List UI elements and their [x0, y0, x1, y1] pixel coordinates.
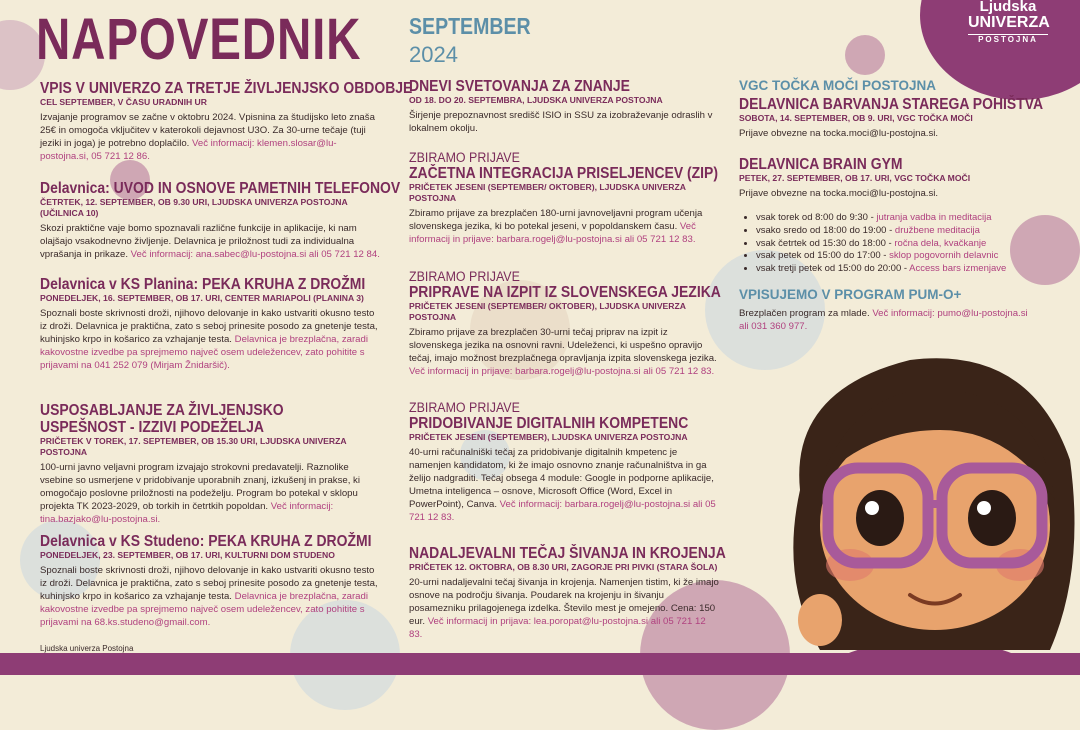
- pum-section: VPISUJEMO V PROGRAM PUM-O+ Brezplačen program za mlade. Več informacij: pumo@lu-postojna.si ali 031 360 977.: [739, 287, 1028, 332]
- schedule-item: • vsak torek od 8:00 do 9:30 - jutranja vadba in meditacija: [756, 212, 1039, 225]
- decor-bubble: [845, 35, 885, 75]
- event-bread-planina: Delavnica v KS Planina: PEKA KRUHA Z DROŽMI PONEDELJEK, 16. SEPTEMBER, OB 17. URI, CENTER MARIAPOLI (PLANINA 3) Spoznali boste skrivnosti droži, njihovo delovanje in kako ustvariti okusno testo iz droži. Delavnica je praktična, zato s seboj prinesite posodo za gnetenje testa, kuhinjsko krpo in košarico za vzhajanje testa. Delavnica je brezplačna, zaradi kakovostne izvedbe pa sprejmemo največ osem udeležencev, zato pohitite s prijavami na 041 252 079 (Mirjam Žnidaršič).: [40, 276, 378, 371]
- year-label: 2024: [409, 42, 458, 67]
- vgc-heading: VGC TOČKA MOČI POSTOJNA: [739, 78, 937, 93]
- weekly-schedule: [739, 212, 1039, 276]
- schedule-item: • vsak četrtek od 15:30 do 18:00 - ročna dela, kvačkanje: [756, 238, 1039, 251]
- contact-link[interactable]: Delavnica je brezplačna, zaradi kakovostne izvedbe pa sprejmemo največ osem udeležencev, zato pohitite s prijavami na 041 252 079 (Mirjam Žnidaršič).: [40, 333, 368, 371]
- contact-link[interactable]: Več informacij in prijava: lea.poropat@lu-postojna.si ali 05 721 12 83.: [409, 615, 706, 640]
- girl-illustration: [780, 350, 1080, 675]
- contact-link[interactable]: Več informacij: pumo@lu-postojna.si ali 031 360 977.: [739, 308, 1028, 332]
- contact-link[interactable]: Več informacij in prijave: barbara.rogelj@lu-postojna.si ali 05 721 12 83.: [409, 365, 715, 377]
- month-label: SEPTEMBER: [409, 13, 531, 39]
- contact-link[interactable]: Več informacij: tina.bazjako@lu-postojna.si.: [40, 500, 334, 525]
- event-counselling-days: DNEVI SVETOVANJA ZA ZNANJE OD 18. DO 20. SEPTEMBRA, LJUDSKA UNIVERZA POSTOJNA Širjenje prepoznavnost središč ISIO in SSU za izobraževanje odraslih v lokalnem okolju.: [409, 78, 713, 134]
- contact-link[interactable]: Več informacij: barbara.rogelj@lu-postojna.si ali 05 721 12 83.: [409, 498, 716, 523]
- vgc-section: VGC TOČKA MOČI POSTOJNA DELAVNICA BARVANJA STAREGA POHIŠTVA SOBOTA, 14. SEPTEMBER, OB 9. URI, VGC TOČKA MOČI Prijave obvezne na tocka.moci@lu-postojna.si.: [739, 78, 1044, 139]
- contact-link[interactable]: Več informacij: ana.sabec@lu-postojna.si ali 05 721 12 84.: [130, 248, 380, 260]
- event-zip: ZBIRAMO PRIJAVE ZAČETNA INTEGRACIJA PRISELJENCEV (ZIP) PRIČETEK JESENI (SEPTEMBER/ OKTOBER), LJUDSKA UNIVERZA POSTOJNA Zbiramo prijave za brezplačen 180-urni javnoveljavni program učenja slovenskega jezika, ki bo potekal jeseni, v popoldanskem času. Več informacij in prijave: barbara.rogelj@lu-postojna.si ali 05 721 12 83.: [409, 150, 718, 245]
- event-digital-skills: ZBIRAMO PRIJAVE PRIDOBIVANJE DIGITALNIH KOMPETENC PRIČETEK JESENI (SEPTEMBER), LJUDSKA UNIVERZA POSTOJNA 40-urni računalniški tečaj za pridobivanje digitalnih kmpetenc je namenjen kandidatom, ki že imajo osnovno znanje računalništva in ga želijo nadgraditi. Tečaj obsega 4 module: Google in podporne aplikacije, Umetna inteligenca – osnove, Microsoft Office (Word, Excel in PowerPoint), Canva. Več informacij: barbara.rogelj@lu-postojna.si ali 05 721 12 83.: [409, 400, 716, 523]
- schedule-item: • vsak tretji petek od 15:00 do 20:00 - Access bars izmenjave: [756, 263, 1039, 276]
- schedule-item: • vsak petek od 15:00 do 17:00 - sklop pogovornih delavnic: [756, 250, 1039, 263]
- event-bread-studeno: Delavnica v KS Studeno: PEKA KRUHA Z DROŽMI PONEDELJEK, 23. SEPTEMBER, OB 17. URI, KULTURNI DOM STUDENO Spoznali boste skrivnosti droži, njihovo delovanje in kako ustvariti okusno testo iz droži. Delavnica je praktična, zato s seboj prinesite posodo za gnetenje testa, kuhinjsko krpo in košarico za vzhajanje testa. Delavnica je brezplačna, zaradi kakovostne izvedbe pa sprejmemo največ osem udeležencev, zato pohitite s prijavami na 68.ks.studeno@gmail.com.: [40, 533, 378, 628]
- footer-text: Ljudska univerza Postojna: [40, 644, 134, 653]
- event-exam-prep: ZBIRAMO PRIJAVE PRIPRAVE NA IZPIT IZ SLOVENSKEGA JEZIKA PRIČETEK JESENI (SEPTEMBER/ OKTOBER), LJUDSKA UNIVERZA POSTOJNA Zbiramo prijave za brezplačen 30-urni tečaj priprav na izpit iz slovenskega jezika na osnovni ravni. Udeleženci, ki uspešno opravijo tečaj, imajo možnost brezplačnega opravljanja izpita slovenskega jezika. Več informacij in prijave: barbara.rogelj@lu-postojna.si ali 05 721 12 83.: [409, 269, 721, 377]
- event-brain-gym: DELAVNICA BRAIN GYM PETEK, 27. SEPTEMBER, OB 17. URI, VGC TOČKA MOČI Prijave obvezne na tocka.moci@lu-postojna.si.: [739, 156, 971, 199]
- logo: Ljudska UNIVERZA POSTOJNA: [968, 0, 1050, 44]
- contact-link[interactable]: Več informacij: klemen.slosar@lu-postojna.si, 05 721 12 86.: [40, 137, 337, 162]
- event-sewing: NADALJEVALNI TEČAJ ŠIVANJA IN KROJENJA PRIČETEK 12. OKTOBRA, OB 8.30 URI, ZAGORJE PRI PIVKI (STARA ŠOLA) 20-urni nadaljevalni tečaj šivanja in krojenja. Namenjen tistim, ki že imajo osnove na področju šivanja. Poudarek na krojenju in šivanju posamezniku prilagojenega izdelka. Število mest je omejeno. Cena: 150 eur. Več informacij in prijava: lea.poropat@lu-postojna.si ali 05 721 12 83.: [409, 545, 726, 640]
- event-u3o: VPIS V UNIVERZO ZA TRETJE ŽIVLJENJSKO OBDOBJE CEL SEPTEMBER, V ČASU URADNIH UR Izvajanje programov se začne v oktobru 2024. Vpisnina za študijsko leto znaša 25€ in omogoča vključitev v katerokoli dejavnost U3O. Za 30-urne tečaje (tuji jeziki in joga) je potrebno doplačilo. Več informacij: klemen.slosar@lu-postojna.si, 05 721 12 86.: [40, 80, 413, 162]
- event-life-skills: USPOSABLJANJE ZA ŽIVLJENJSKO USPEŠNOST - IZZIVI PODEŽELJA PRIČETEK V TOREK, 17. SEPTEMBER, OB 15.30 URI, LJUDSKA UNIVERZA POSTOJNA 100-urni javno veljavni program izvajajo strokovni predavatelji. Raznolike vsebine so usmerjene v pridobivanje uporabnih znanj, izkušenj in prakse, ki omogočajo poslovne priložnosti na podeželju. Program bo potekal v sklopu projekta TK 2023-2029, ob torkih in četrtkih popoldan. Več informacij: tina.bazjako@lu-postojna.si.: [40, 402, 360, 525]
- contact-link[interactable]: Delavnica je brezplačna, zaradi kakovostne izvedbe pa sprejmemo največ osem udeležencev, zato pohitite s prijavami na 68.ks.studeno@gmail.com.: [40, 590, 368, 628]
- event-smartphones: Delavnica: UVOD IN OSNOVE PAMETNIH TELEFONOV ČETRTEK, 12. SEPTEMBER, OB 9.30 URI, LJUDSKA UNIVERZA POSTOJNA (UČILNICA 10) Skozi praktične vaje bomo spoznavali različne funkcije in aplikacije, ki nam olajšajo vsakodnevno življenje. Delavnica je priložnost tudi za individualna vprašanja in prikaze. Več informacij: ana.sabec@lu-postojna.si ali 05 721 12 84.: [40, 180, 401, 260]
- schedule-item: • vsako sredo od 18:00 do 19:00 - družbene meditacija: [756, 225, 1039, 238]
- contact-link[interactable]: Več informacij in prijave: barbara.rogelj@lu-postojna.si ali 05 721 12 83.: [409, 220, 696, 245]
- footer-bar: [0, 653, 1080, 675]
- page-title: NAPOVEDNIK: [36, 7, 362, 72]
